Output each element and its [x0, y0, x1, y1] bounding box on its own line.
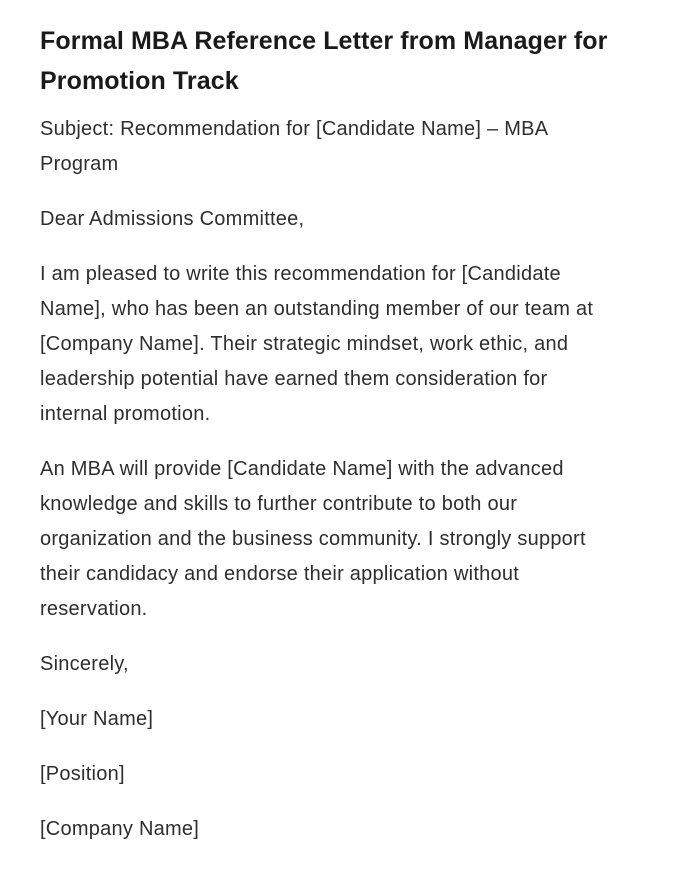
title-line-1: Formal MBA Reference Letter from Manager for — [40, 27, 608, 55]
body-paragraph-1 — [40, 257, 660, 432]
text-line: [Position] — [40, 763, 125, 785]
text-line: Subject: Recommendation for [Candidate Name] – MBA — [40, 118, 549, 140]
text-line: leadership potential have earned them consideration for — [40, 368, 548, 390]
page-title — [40, 21, 660, 101]
text-line: Dear Admissions Committee, — [40, 208, 305, 230]
signature-company-placeholder — [40, 812, 660, 847]
text-line: [Company Name]. Their strategic mindset, work ethic, and — [40, 333, 569, 355]
text-line: [Company Name] — [40, 818, 200, 840]
text-line: [Your Name] — [40, 708, 154, 730]
title-line-2: Promotion Track — [40, 67, 239, 95]
body-paragraph-2 — [40, 452, 660, 627]
text-line: their candidacy and endorse their application without — [40, 563, 520, 585]
text-line: An MBA will provide [Candidate Name] with the advanced — [40, 458, 564, 480]
text-line: Sincerely, — [40, 653, 129, 675]
closing — [40, 647, 660, 682]
subject-line — [40, 112, 660, 182]
text-line: organization and the business community. I strongly support — [40, 528, 586, 550]
text-line: Name], who has been an outstanding member of our team at — [40, 298, 594, 320]
signature-name-placeholder — [40, 702, 660, 737]
text-line: I am pleased to write this recommendation for [Candidate — [40, 263, 561, 285]
text-line: internal promotion. — [40, 403, 211, 425]
salutation — [40, 202, 660, 237]
signature-position-placeholder — [40, 757, 660, 792]
text-line: knowledge and skills to further contribute to both our — [40, 493, 518, 515]
text-line: reservation. — [40, 598, 148, 620]
text-line: Program — [40, 153, 119, 175]
